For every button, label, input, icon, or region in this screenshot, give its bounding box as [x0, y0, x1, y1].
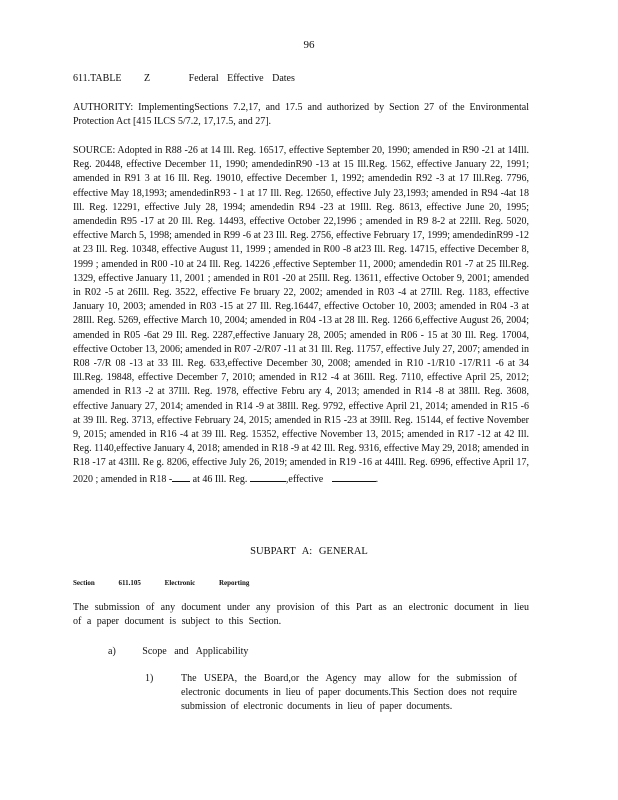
source-blank-3 — [332, 471, 376, 482]
section-label: Section — [73, 579, 95, 587]
section-title-word-1: Electronic — [164, 579, 196, 587]
table-heading — [73, 72, 529, 86]
section-heading — [73, 576, 529, 590]
scope-subsection — [108, 645, 248, 659]
item-1-marker: 1) — [145, 673, 154, 684]
table-title: Federal Effective Dates — [188, 73, 295, 84]
source-tail-middle: ,effective — [285, 473, 324, 485]
section-number: 611.105 — [118, 579, 141, 587]
authority-text: AUTHORITY: ImplementingSections 7.2,17, and 17.5 and authorized by Section 27 of the Environmental Protection Act [415 ILCS 5/7.2, 17,17.5, and 27]. — [73, 102, 529, 128]
scope-marker: a) — [108, 646, 116, 657]
source-tail-prefix: at 46 Ill. Reg. — [192, 473, 248, 485]
page-number: 96 — [303, 39, 315, 51]
submission-paragraph — [73, 601, 529, 629]
source-blank-1 — [172, 471, 190, 482]
source-blank-2 — [250, 471, 286, 482]
table-letter: Z — [144, 73, 151, 84]
submission-text: The submission of any document under any provision of this Part as an electronic document in lieu of a paper document is subject to this Section. — [73, 602, 529, 628]
source-note — [73, 144, 529, 487]
table-label: 611.TABLE — [73, 73, 122, 84]
scope-title: Scope and Applicability — [142, 646, 249, 657]
source-tail-end: . — [375, 473, 379, 485]
source-text — [73, 144, 529, 487]
source-body: SOURCE: Adopted in R88 -26 at 14 Ill. Reg. 16517, effective September 20, 1990; amended in R90 -21 at 14Ill. Reg. 20448, effective December 11, 1990; amendedinR90 -13 at 15 Ill.Reg. 1562, effective January 22, 1991; amended in R91 3 at 16 Ill. Reg. 19010, effective December 1, 1992; amendedin R92 -3 at 17 Ill.Reg. 7796, effective May 18,1993; amendedinR93 - 1 at 17 Ill. Reg. 12650, effective July 23,1993; amended in R94 -4at 18 Ill. Reg. 12291, effective July 28, 1994; amendedin R94 -23 at 19Ill. Reg. 8613, effective June 20, 1995; amendedin R95 -17 at 20 Ill. Reg. 14493, effective October 22,1996 ; amended in R9 8-2 at 22Ill. Reg. 5020, effective March 5, 1998; amended in R99 -6 at 23 Ill. Reg. 2756, effective February 17, 1999; amendedinR99 -12 at 23 Ill. Reg. 10348, effective August 11, 1999 ; amended in R00 -8 at23 Ill. Reg. 14715, effective December 8, 1999 ; amended in R00 -10 at 24 Ill. Reg. 14226 ,effective September 11, 2000; amendedin R01 -7 at 25 Ill.Reg. 1329, effective January 11, 2001 ; amended in R01 -20 at 25Ill. Reg. 13611, effective October 9, 2001; amended in R02 -5 at 26Ill. Reg. 3522, effective Fe bruary 22, 2002; amended in R03 -4 at 27Ill. Reg. 1183, effective January 10, 2003; amended in R03 -15 at 27 Ill. Reg.16447, effective October 10, 2003; amended in R04 -3 at 28Ill. Reg. 5269, effective March 10, 2004; amended in R04 -13 at 28 Ill. Reg. 1266 6,effective August 26, 2004; amended in R05 -6at 29 Ill. Reg. 2287,effective January 28, 2005; amended in R06 - 15 at 30 Ill. Reg. 17004, effective October 13, 2006; amended in R07 -2/R07 -11 at 31 Ill. Reg. 11757, effective July 27, 2007; amended in R08 -7/R 08 -13 at 33 Ill. Reg. 633,effective December 30, 2008; amended in R10 -1/R10 -17/R11 -6 at 34 Ill.Reg. 19848, effective December 7, 2010; amended in R12 -4 at 36Ill. Reg. 7110, effective April 25, 2012; amended in R13 -2 at 37Ill. Reg. 1978, effective Febru ary 4, 2013; amended in R14 -8 at 38Ill. Reg. 3608, effective January 27, 2014; amended in R14 -9 at 38Ill. Reg. 9792, effective April 21, 2014; amended in R15 -6 at 39 Ill. Reg. 3713, effective February 24, 2015; amended in R15 -23 at 39Ill. Reg. 15144, ef fective November 9, 2015; amended in R16 -4 at 39 Ill. Reg. 15352, effective November 13, 2015; amended in R17 -12 at 42 Ill. Reg. 1140,effective January 4, 2018; amended in R18 -9 at 42 Ill. Reg. 9316, effective May 29, 2018; amended in R18 -17 at 43Ill. Re g. 8206, effective July 26, 2019; amended in R19 -16 at 44Ill. Reg. 6996, effective April 17, 2020 ; amended in R18 - — [73, 145, 530, 485]
authority-note — [73, 101, 529, 129]
subpart-heading: SUBPART A: GENERAL — [250, 546, 368, 557]
section-title-word-2: Reporting — [219, 579, 250, 587]
item-1-text: The USEPA, the Board,or the Agency may allow for the submission of electronic documents in lieu of paper documents.This Section does not require submission of electronic documents in lieu of paper documents. — [181, 673, 517, 713]
